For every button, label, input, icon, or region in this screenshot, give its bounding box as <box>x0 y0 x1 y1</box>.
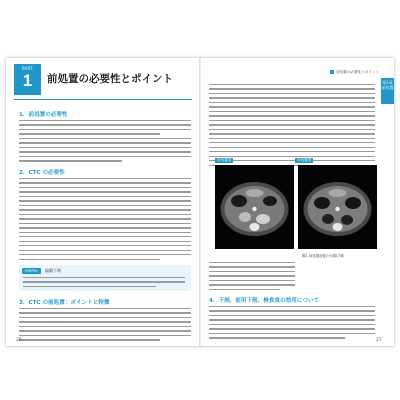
book-spread <box>6 58 394 346</box>
left-page-number: 26 <box>16 338 22 343</box>
running-head: 前処置の必要性とポイント <box>336 70 380 74</box>
title-rule <box>14 99 192 100</box>
memo-tag: memo <box>22 268 41 274</box>
ct-label-before: 前処置前 <box>217 158 232 162</box>
right-body-top <box>209 84 375 169</box>
part-badge <box>14 64 41 95</box>
ct-label-after: 前処置後 <box>297 158 312 162</box>
gutter <box>199 58 201 346</box>
right-page-number: 27 <box>376 338 382 343</box>
right-body-middle <box>209 262 295 293</box>
section-2-body <box>19 178 191 263</box>
part-number: 1 <box>22 71 33 90</box>
ct-scan-before <box>221 182 289 236</box>
memo-box <box>19 265 191 291</box>
section-heading-4: 4．下剤、前用下剤、検査食の効用について <box>209 298 320 304</box>
ct-scan-after <box>304 182 372 236</box>
section-4-body <box>209 306 375 342</box>
memo-title: 偏腸下剤 <box>45 268 61 273</box>
part-label: PART <box>21 66 34 71</box>
section-heading-3: 3．CTC の前処置：ポイントと特徴 <box>19 300 110 306</box>
page-title: 前処置の必要性とポイント <box>47 73 173 85</box>
section-1-body <box>19 120 191 165</box>
figure-caption-tag: 図1 <box>302 254 308 258</box>
ct-figure <box>215 158 377 253</box>
figure-caption-text: 前処置前後の大腸CT像 <box>308 254 344 258</box>
figure-caption <box>302 254 372 259</box>
section-3-body <box>19 308 191 344</box>
running-head-marker <box>330 70 334 74</box>
section-heading-2: 2．CTC の必要性 <box>19 170 65 176</box>
ct-scan-images <box>215 165 377 249</box>
memo-body <box>23 277 185 290</box>
chapter-side-tab: 第1章 前処置 <box>381 78 394 104</box>
section-heading-1: 1．前処置の必要性 <box>19 112 68 118</box>
